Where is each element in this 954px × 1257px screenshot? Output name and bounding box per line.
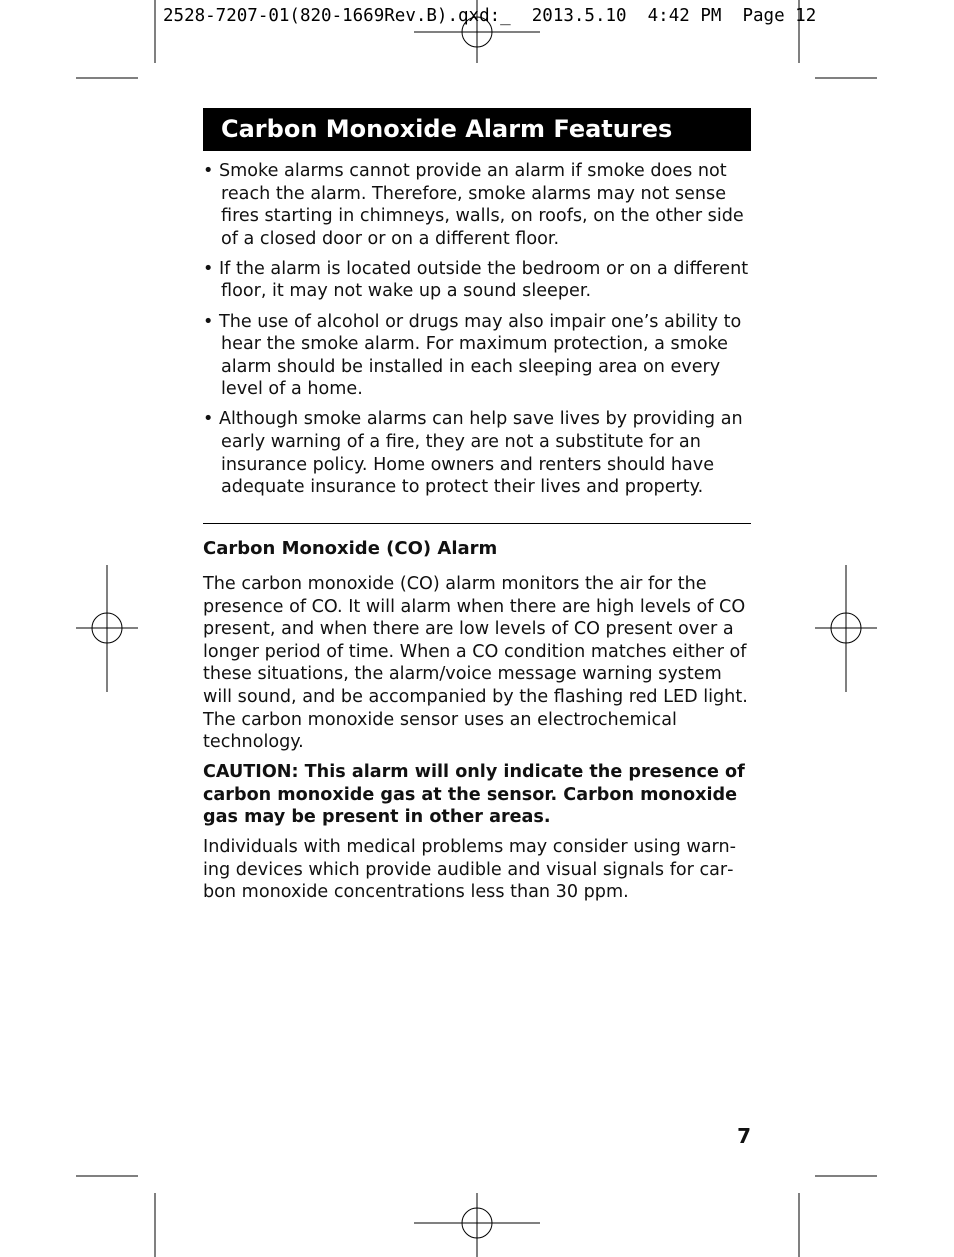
- bullet-item: • Smoke alarms cannot provide an alarm if smoke does not reach the alarm. Therefore, smoke alarms may not sense fires starting in chimneys, walls, on roofs, on the other side of a closed door or on a different floor.: [203, 160, 751, 250]
- section-title: Carbon Monoxide Alarm Features: [221, 115, 673, 143]
- section-title-bar: [203, 108, 751, 151]
- co-alarm-description: The carbon monoxide (CO) alarm monitors the air for the presence of CO. It will alarm when there are high levels of CO present, and when there are low levels of CO present over a longer period of time. When a CO condition matches either of these situations, the alarm/voice message warning system will sound, and be accompanied by the flashing red LED light. The carbon monoxide sensor uses an electrochemical technology.: [203, 574, 748, 753]
- medical-advisory: Individuals with medical problems may consider using warning devices which provide audible and visual signals for carbon monoxide concentrations less than 30 ppm.: [203, 837, 736, 903]
- registration-mark-top: [414, 0, 540, 63]
- caution-notice: CAUTION: This alarm will only indicate the presence of carbon monoxide gas at the sensor. Carbon monoxide gas may be present in other areas.: [203, 762, 745, 828]
- bullet-item: • If the alarm is located outside the bedroom or on a different floor, it may not wake up a sound sleeper.: [203, 258, 751, 303]
- co-alarm-heading: Carbon Monoxide (CO) Alarm: [203, 538, 498, 559]
- bullet-item: • Although smoke alarms can help save lives by providing an early warning of a fire, they are not a substitute for an insurance policy. Home owners and renters should have adequate insurance to protect their lives and property.: [203, 408, 751, 498]
- bullet-list: [203, 160, 751, 506]
- bullet-item: • The use of alcohol or drugs may also impair one’s ability to hear the smoke alarm. For maximum protection, a smoke alarm should be installed in each sleeping area on every level of a home.: [203, 311, 751, 401]
- page-number: 7: [737, 1124, 751, 1148]
- registration-mark-left: [76, 565, 138, 692]
- registration-mark-right: [815, 565, 877, 692]
- print-slug: 2528-7207-01(820-1669Rev.B).qxd:_ 2013.5.10 4:42 PM Page 12: [163, 6, 817, 26]
- section-divider: [203, 523, 751, 524]
- registration-mark-bottom: [414, 1193, 540, 1257]
